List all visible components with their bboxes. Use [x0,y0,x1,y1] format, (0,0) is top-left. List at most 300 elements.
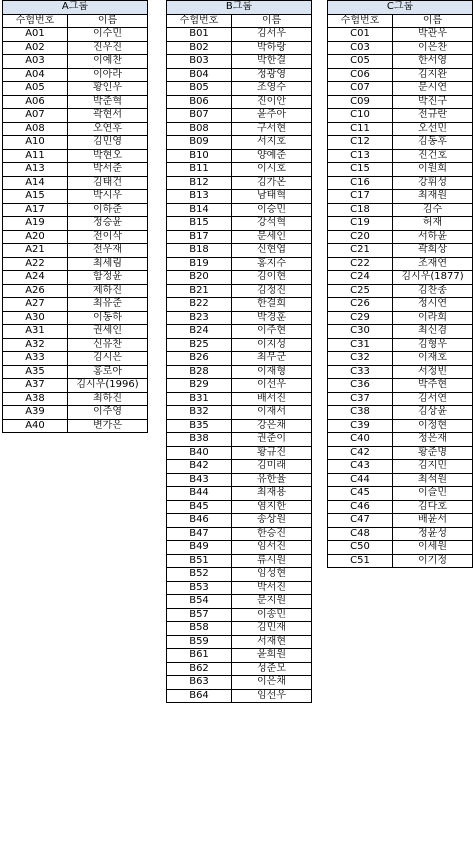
exam-number-cell: B31 [167,392,232,406]
exam-number-cell: A01 [3,28,68,42]
table-row [3,392,148,406]
name-cell: 진우진 [68,41,148,55]
table-row [167,419,312,433]
table-row [167,635,312,649]
table-row [167,149,312,163]
table-row [167,190,312,204]
table-row [3,82,148,96]
name-cell: 이동하 [68,311,148,325]
table-row [167,500,312,514]
exam-number-cell: C25 [328,284,393,298]
table-row [167,379,312,393]
table-row [3,122,148,136]
table-row [3,338,148,352]
name-cell: 박시우 [68,190,148,204]
table-row [328,352,473,366]
exam-number-cell: C03 [328,41,393,55]
table-row [328,365,473,379]
name-cell: 이예찬 [68,55,148,69]
table-row [167,581,312,595]
name-cell: 유한율 [232,473,312,487]
column-header-exam-number: 수험번호 [3,14,68,28]
exam-number-cell: C17 [328,190,393,204]
name-cell: 오선민 [393,122,473,136]
table-row [167,230,312,244]
table-row [3,41,148,55]
table-row [167,433,312,447]
table-row [3,257,148,271]
name-cell: 진이안 [232,95,312,109]
exam-number-cell: A06 [3,95,68,109]
group-b-table-wrap [166,0,312,703]
exam-number-cell: A33 [3,352,68,366]
name-cell: 박경훈 [232,311,312,325]
table-row [167,82,312,96]
table-row [328,95,473,109]
name-cell: 이원희 [393,163,473,177]
table-row [328,230,473,244]
exam-number-cell: B09 [167,136,232,150]
table-row [167,622,312,636]
name-cell: 신유찬 [68,338,148,352]
table-row [3,419,148,433]
exam-number-cell: B59 [167,635,232,649]
exam-number-cell: A37 [3,379,68,393]
name-cell: 홍지수 [232,257,312,271]
name-cell: 이주영 [68,406,148,420]
table-row [3,149,148,163]
name-cell: 정시연 [393,298,473,312]
table-row [3,298,148,312]
name-cell: 서재현 [232,635,312,649]
table-row [3,109,148,123]
name-cell: 이재호 [393,352,473,366]
name-cell: 이시호 [232,163,312,177]
table-row [3,230,148,244]
exam-number-cell: A35 [3,365,68,379]
table-row [167,460,312,474]
name-cell: 염지한 [232,500,312,514]
name-cell: 박현오 [68,149,148,163]
name-cell: 박진구 [393,95,473,109]
name-cell: 최유준 [68,298,148,312]
column-header-name: 이름 [393,14,473,28]
exam-number-cell: A22 [3,257,68,271]
table-row [167,689,312,703]
name-cell: 김지민 [393,460,473,474]
exam-number-cell: B54 [167,595,232,609]
table-row [167,68,312,82]
name-cell: 윤희원 [232,649,312,663]
exam-number-cell: B44 [167,487,232,501]
name-cell: 임서진 [232,541,312,555]
name-cell: 정은재 [393,433,473,447]
exam-number-cell: B17 [167,230,232,244]
exam-number-cell: C51 [328,554,393,568]
exam-number-cell: B53 [167,581,232,595]
name-cell: 성준모 [232,662,312,676]
name-cell: 김상윤 [393,406,473,420]
exam-number-cell: C16 [328,176,393,190]
name-cell: 진건호 [393,149,473,163]
table-row [167,608,312,622]
name-cell: 이승민 [232,203,312,217]
exam-number-cell: B51 [167,554,232,568]
exam-number-cell: B45 [167,500,232,514]
table-row [3,379,148,393]
name-cell: 윤주아 [232,109,312,123]
table-row [3,284,148,298]
name-cell: 김찬종 [393,284,473,298]
table-row [328,419,473,433]
exam-number-cell: B10 [167,149,232,163]
table-row [3,406,148,420]
table-row [167,203,312,217]
table-row [328,163,473,177]
exam-number-cell: C19 [328,217,393,231]
exam-number-cell: B21 [167,284,232,298]
name-cell: 오연후 [68,122,148,136]
table-row [328,514,473,528]
exam-number-cell: B57 [167,608,232,622]
exam-number-cell: C31 [328,338,393,352]
name-cell: 이송민 [232,608,312,622]
exam-number-cell: C10 [328,109,393,123]
exam-number-cell: C48 [328,527,393,541]
exam-number-cell: B20 [167,271,232,285]
name-cell: 정윤성 [393,527,473,541]
name-cell: 정승윤 [68,217,148,231]
name-cell: 문세인 [232,230,312,244]
group-table [166,0,312,703]
name-cell: 남태혁 [232,190,312,204]
exam-number-cell: C06 [328,68,393,82]
group-table [2,0,148,433]
name-cell: 김태건 [68,176,148,190]
table-row [328,487,473,501]
name-cell: 이재형 [232,365,312,379]
name-cell: 신현엽 [232,244,312,258]
exam-number-cell: B19 [167,257,232,271]
name-cell: 구서현 [232,122,312,136]
table-row [328,109,473,123]
exam-number-cell: C38 [328,406,393,420]
exam-number-cell: C32 [328,352,393,366]
name-cell: 임선우 [232,689,312,703]
name-cell: 김수 [393,203,473,217]
exam-number-cell: C05 [328,55,393,69]
name-cell: 김다호 [393,500,473,514]
name-cell: 최재용 [232,487,312,501]
exam-number-cell: B24 [167,325,232,339]
exam-number-cell: B02 [167,41,232,55]
name-cell: 이정현 [393,419,473,433]
exam-number-cell: C22 [328,257,393,271]
name-cell: 한승진 [232,527,312,541]
exam-number-cell: A21 [3,244,68,258]
exam-number-cell: A02 [3,41,68,55]
name-cell: 최석원 [393,473,473,487]
table-row [167,338,312,352]
table-row [3,352,148,366]
name-cell: 최하진 [68,392,148,406]
exam-number-cell: A32 [3,338,68,352]
name-cell: 박관우 [393,28,473,42]
name-cell: 문지원 [232,595,312,609]
name-cell: 조재연 [393,257,473,271]
table-row [167,649,312,663]
group-c-table-wrap [327,0,473,568]
name-cell: 김가온 [232,176,312,190]
exam-number-cell: C46 [328,500,393,514]
exam-number-cell: C42 [328,446,393,460]
exam-number-cell: A15 [3,190,68,204]
exam-number-cell: B63 [167,676,232,690]
name-cell: 이하준 [68,203,148,217]
exam-number-cell: B52 [167,568,232,582]
exam-number-cell: C24 [328,271,393,285]
table-row [167,109,312,123]
name-cell: 김서연 [393,392,473,406]
exam-number-cell: B08 [167,122,232,136]
column-header-exam-number: 수험번호 [167,14,232,28]
name-cell: 이은찬 [393,41,473,55]
name-cell: 전우재 [68,244,148,258]
name-cell: 이아라 [68,68,148,82]
table-row [167,257,312,271]
name-cell: 박한결 [232,55,312,69]
name-cell: 서지호 [232,136,312,150]
table-row [167,217,312,231]
name-cell: 김시은 [68,352,148,366]
table-row [167,95,312,109]
exam-number-cell: C11 [328,122,393,136]
table-row [328,68,473,82]
name-cell: 배윤서 [393,514,473,528]
name-cell: 서정빈 [393,365,473,379]
exam-number-cell: B13 [167,190,232,204]
table-row [328,176,473,190]
table-row [328,244,473,258]
exam-number-cell: B61 [167,649,232,663]
exam-number-cell: A26 [3,284,68,298]
table-row [3,136,148,150]
table-row [167,676,312,690]
exam-number-cell: B07 [167,109,232,123]
table-row [328,82,473,96]
table-row [167,595,312,609]
name-cell: 이수민 [68,28,148,42]
name-cell: 이세원 [393,541,473,555]
name-cell: 홍로아 [68,365,148,379]
exam-number-cell: B04 [167,68,232,82]
exam-number-cell: A11 [3,149,68,163]
table-row [328,298,473,312]
name-cell: 박하랑 [232,41,312,55]
exam-number-cell: A39 [3,406,68,420]
table-row [328,554,473,568]
table-row [328,473,473,487]
exam-number-cell: B01 [167,28,232,42]
name-cell: 최신겸 [393,325,473,339]
exam-number-cell: A10 [3,136,68,150]
exam-number-cell: C40 [328,433,393,447]
table-row [167,298,312,312]
name-cell: 황규진 [232,446,312,460]
table-row [328,271,473,285]
exam-number-cell: A38 [3,392,68,406]
name-cell: 김이현 [232,271,312,285]
name-cell: 강은채 [232,419,312,433]
name-cell: 김형우 [393,338,473,352]
exam-number-cell: B42 [167,460,232,474]
table-row [328,460,473,474]
table-row [167,568,312,582]
table-row [328,122,473,136]
name-cell: 허재 [393,217,473,231]
name-cell: 조영수 [232,82,312,96]
exam-number-cell: C09 [328,95,393,109]
name-cell: 함정윤 [68,271,148,285]
name-cell: 김민영 [68,136,148,150]
name-cell: 이선우 [232,379,312,393]
name-cell: 김동후 [393,136,473,150]
name-cell: 이기정 [393,554,473,568]
group-a-table-wrap [2,0,148,433]
name-cell: 최세림 [68,257,148,271]
exam-number-cell: C43 [328,460,393,474]
table-row [328,257,473,271]
exam-number-cell: C36 [328,379,393,393]
exam-number-cell: C37 [328,392,393,406]
exam-number-cell: B46 [167,514,232,528]
table-row [167,122,312,136]
table-row [3,68,148,82]
table-row [328,41,473,55]
name-cell: 김미래 [232,460,312,474]
column-header-name: 이름 [232,14,312,28]
exam-number-cell: B25 [167,338,232,352]
table-row [328,406,473,420]
table-row [328,217,473,231]
table-row [167,176,312,190]
exam-number-cell: B23 [167,311,232,325]
name-cell: 이주현 [232,325,312,339]
exam-number-cell: B05 [167,82,232,96]
name-cell: 서하윤 [393,230,473,244]
table-row [3,217,148,231]
table-row [328,541,473,555]
name-cell: 배서진 [232,392,312,406]
group-title: B그룹 [167,1,312,15]
exam-number-cell: A31 [3,325,68,339]
exam-number-cell: B11 [167,163,232,177]
name-cell: 김민재 [232,622,312,636]
column-header-exam-number: 수험번호 [328,14,393,28]
name-cell: 박서준 [68,163,148,177]
exam-number-cell: C21 [328,244,393,258]
name-cell: 권세인 [68,325,148,339]
table-row [167,311,312,325]
exam-number-cell: B03 [167,55,232,69]
name-cell: 강석혁 [232,217,312,231]
table-row [167,55,312,69]
table-row [167,271,312,285]
name-cell: 권준이 [232,433,312,447]
name-cell: 송상원 [232,514,312,528]
exam-number-cell: A03 [3,55,68,69]
name-cell: 이재서 [232,406,312,420]
exam-number-cell: B22 [167,298,232,312]
table-row [3,325,148,339]
exam-number-cell: C45 [328,487,393,501]
exam-number-cell: B15 [167,217,232,231]
table-row [167,554,312,568]
table-row [167,325,312,339]
table-row [328,190,473,204]
table-row [328,379,473,393]
exam-number-cell: B14 [167,203,232,217]
table-row [328,527,473,541]
exam-number-cell: C29 [328,311,393,325]
name-cell: 이지성 [232,338,312,352]
exam-number-cell: C47 [328,514,393,528]
exam-number-cell: C33 [328,365,393,379]
name-cell: 김지완 [393,68,473,82]
exam-number-cell: A14 [3,176,68,190]
table-row [167,163,312,177]
exam-number-cell: C12 [328,136,393,150]
name-cell: 변가은 [68,419,148,433]
table-row [167,284,312,298]
exam-number-cell: A20 [3,230,68,244]
exam-number-cell: C30 [328,325,393,339]
group-table [327,0,473,568]
name-cell: 전규란 [393,109,473,123]
name-cell: 한서영 [393,55,473,69]
table-row [3,244,148,258]
name-cell: 김시우(1996) [68,379,148,393]
name-cell: 박준혁 [68,95,148,109]
exam-number-cell: C20 [328,230,393,244]
table-row [167,662,312,676]
exam-number-cell: C07 [328,82,393,96]
exam-number-cell: A17 [3,203,68,217]
table-row [328,500,473,514]
group-title: C그룹 [328,1,473,15]
table-row [167,514,312,528]
table-row [3,176,148,190]
table-row [167,406,312,420]
table-row [328,136,473,150]
name-cell: 전이삭 [68,230,148,244]
table-row [328,433,473,447]
table-row [167,28,312,42]
name-cell: 류시원 [232,554,312,568]
column-header-name: 이름 [68,14,148,28]
table-row [167,473,312,487]
exam-number-cell: C18 [328,203,393,217]
name-cell: 이슬민 [393,487,473,501]
exam-number-cell: B35 [167,419,232,433]
table-row [167,136,312,150]
table-row [167,392,312,406]
name-cell: 황인우 [68,82,148,96]
table-row [3,311,148,325]
table-row [328,392,473,406]
name-cell: 박서진 [232,581,312,595]
name-cell: 이은채 [232,676,312,690]
